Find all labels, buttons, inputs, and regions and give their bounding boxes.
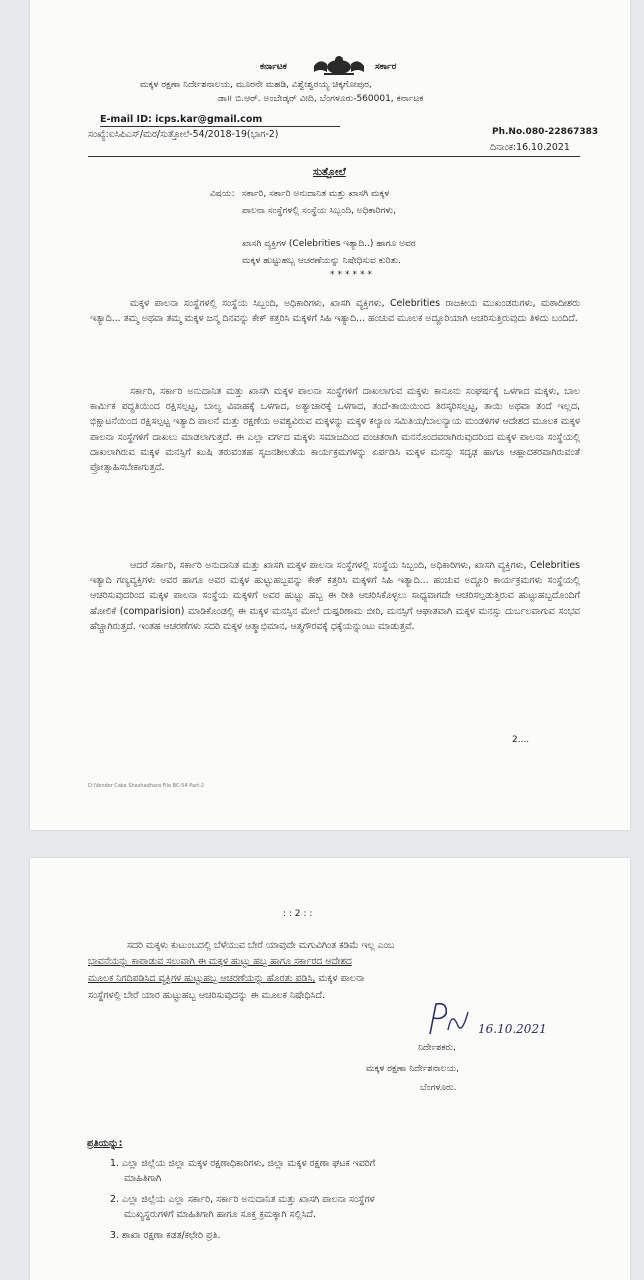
copy-item-text: ಎಲ್ಲಾ ಜಿಲ್ಲೆಯ ಜಿಲ್ಲಾ ಮಕ್ಕಳ ರಕ್ಷಣಾಧಿಕಾರಿಗಳು, ಜಿಲ್ಲಾ ಮಕ್ಕಳ ರಕ್ಷಣಾ ಘಟಕ ಇವರಿಗೆ xyxy=(121,1158,376,1169)
state-emblem-icon xyxy=(310,54,368,76)
subject-line-3: ಖಾಸಗಿ ವ್ಯಕ್ತಿಗಳ (Celebrities ಇತ್ಯಾದಿ..) ಹಾಗೂ ಅವರ xyxy=(242,239,416,249)
copy-item-1 xyxy=(110,1156,375,1186)
footer-file-path: D:\Vendor Cake Shashadhara File BC-54 Part-2 xyxy=(88,783,205,789)
document-page-2 xyxy=(30,858,630,1280)
copy-item-2 xyxy=(110,1192,375,1222)
paragraph-4-line-3-underlined: ಮೂಲಕ ನಿಗದಿಪಡಿಸಿದ ವ್ಯಕ್ತಿಗಳ ಹುಟ್ಟುಹಬ್ಬ ಆಚರಣೆಯನ್ನು ಹೊರತು ಪಡಿಸಿ, xyxy=(88,973,316,984)
document-page-1 xyxy=(30,0,630,830)
copy-item-number: 1. xyxy=(110,1158,119,1169)
copy-item-text: ಶಾಖಾ ರಕ್ಷಣಾ ಕಡತ/ಕಛೇರಿ ಪ್ರತಿ. xyxy=(121,1230,221,1241)
email-id: E-mail ID: icps.kar@gmail.com xyxy=(100,114,263,125)
paragraph-4-line-4: ಸಂಸ್ಥೆಗಳಲ್ಲಿ ಬೇರೆ ಯಾರ ಹುಟ್ಟುಹಬ್ಬ ಆಚರಿಸುವುದನ್ನು ಈ ಮೂಲಕ ನಿಷೇಧಿಸಿದೆ. xyxy=(88,990,325,1001)
phone-number: Ph.No.080-22867383 xyxy=(492,127,599,137)
reference-number: ಸಂಖ್ಯೆ:ಐಸಿಪಿಎಸ್/ಮರ/ಸುತ್ತೋಲೆ-54/2018-19(ಭಾಗ-2) xyxy=(88,129,279,140)
copy-item-number: 3. xyxy=(110,1230,119,1241)
signature-mark xyxy=(422,1000,482,1040)
circular-title: ಸುತ್ತೋಲೆ xyxy=(313,166,346,178)
continued-page-marker: 2.... xyxy=(512,735,530,745)
copy-item-text: ಎಲ್ಲಾ ಜಿಲ್ಲೆಯ ಎಲ್ಲಾ ಸರ್ಕಾರಿ, ಸರ್ಕಾರಿ ಅನುದಾನಿತ ಮತ್ತು ಖಾಸಗಿ ಪಾಲನಾ ಸಂಸ್ಥೆಗಳ xyxy=(121,1194,375,1205)
copy-item-number: 2. xyxy=(110,1194,119,1205)
copy-item-text-cont: ಮಾಹಿತಿಗಾಗಿ xyxy=(124,1173,162,1184)
subject-line-2: ಪಾಲನಾ ಸಂಸ್ಥೆಗಳಲ್ಲಿ ಸಂಸ್ಥೆಯ ಸಿಬ್ಬಂದಿ, ಅಧಿಕಾರಿಗಳು, xyxy=(242,206,396,216)
copies-heading: ಪ್ರತಿಯನ್ನು: xyxy=(87,1138,123,1149)
header-rule-top xyxy=(100,126,340,127)
copy-item-text-cont: ಮುಖ್ಯಸ್ಥರುಗಳಿಗೆ ಮಾಹಿತಿಗಾಗಿ ಹಾಗೂ ಸೂಕ್ತ ಕ್ರಮಕ್ಕಾಗಿ ಸಲ್ಲಿಸಿದೆ. xyxy=(124,1209,316,1220)
paragraph-4-line-3-tail: ಮಕ್ಕಳ ಪಾಲನಾ xyxy=(318,973,365,984)
signatory-city: ಬೆಂಗಳೂರು. xyxy=(420,1083,457,1093)
signature-date: 16.10.2021 xyxy=(478,1022,547,1036)
header-rule-bottom xyxy=(88,156,580,157)
paragraph-4-line-1: ಸದರಿ ಮಕ್ಕಳು ಕುಟುಂಬದಲ್ಲಿ ಬೆಳೆಯುವ ಬೇರೆ ಯಾವುದೇ ಮಗುವಿಗಿಂತ ಕಡಿಮೆ ಇಲ್ಲ ಎಂಬ xyxy=(127,940,395,951)
signatory-department: ಮಕ್ಕಳ ರಕ್ಷಣಾ ನಿರ್ದೇಶನಾಲಯ, xyxy=(366,1064,459,1074)
copy-item-3 xyxy=(110,1228,220,1243)
directorate-address-line2: ಡಾ॥ ಬಿ.ಆರ್. ಅಂಬೇಡ್ಕರ್ ವೀದಿ, ಬೆಂಗಳೂರು-560001, ಕರ್ನಾಟಕ xyxy=(218,94,424,104)
paragraph-1: ಮಕ್ಕಳ ಪಾಲನಾ ಸಂಸ್ಥೆಗಳಲ್ಲಿ ಸಂಸ್ಥೆಯ ಸಿಬ್ಬಂದಿ, ಅಧಿಕಾರಿಗಳು, ಖಾಸಗಿ ವ್ಯಕ್ತಿಗಳು, Celebrities ರಾಜಕೀಯ ಮುಖಂಡರುಗಳು, ಮಠಾದೀಶರು ಇತ್ಯಾದಿ... ತಮ್ಮ ಅಥವಾ ತಮ್ಮ ಮಕ್ಕಳ ಜನ್ಮ ದಿನವನ್ನು ಕೇಕ್ ಕತ್ತರಿಸಿ ಮಕ್ಕಳಿಗೆ ಸಿಹಿ ಇತ್ಯಾದಿ... ಹಂಚುವ ಮೂಲಕ ಅದ್ದೂರಿಯಾಗಿ ಆಚರಿಸುತ್ತಿರುವುದು ತಿಳಿದು ಬಂದಿದೆ. xyxy=(90,298,580,325)
directorate-address-line1: ಮಕ್ಕಳ ರಕ್ಷಣಾ ನಿರ್ದೇಶನಾಲಯ, ಮೂರನೇ ಮಹಡಿ, ವಿಶ್ವೇಶ್ವರಯ್ಯ ಚಿಕ್ಕಗೋಪುರ, xyxy=(140,80,372,90)
paragraph-4-line-2: ಭಾವನೆಯನ್ನು ಕಾಪಾಡುವ ಸಲುವಾಗಿ ಈ ಮಕ್ಕಳ ಹುಟ್ಟು ಹಬ್ಬ ಹಾಗೂ ಸರ್ಕಾರದ ಆದೇಶದ xyxy=(88,956,352,967)
paragraph-2: ಸರ್ಕಾರಿ, ಸರ್ಕಾರಿ ಅನುದಾನಿತ ಮತ್ತು ಖಾಸಗಿ ಮಕ್ಕಳ ಪಾಲನಾ ಸಂಸ್ಥೆಗಳಿಗೆ ದಾಖಲಾಗುವ ಮಕ್ಕಳು ಕಾನೂನು ಸಂಘರ್ಷಕ್ಕೆ ಒಳಗಾದ ಮಕ್ಕಳು, ಬಾಲ ಕಾರ್ಮಿಕ ಪದ್ದತಿಯಿಂದ ರಕ್ಷಿಸಲ್ಪಟ್ಟ, ಬಾಲ್ಯ ವಿವಾಹಕ್ಕೆ ಒಳಗಾದ, ಅತ್ಯಾಚಾರಕ್ಕೆ ಒಳಗಾದ, ತಂದೆ-ತಾಯಿಯಿಂದ ತಿರಸ್ಕರಿಸಲ್ಪಟ್ಟ, ತಾಯಿ ಅಥವಾ ತಂದೆ ಇಲ್ಲದ, ಭಿಕ್ಷಾಟನೆಯಿಂದ ರಕ್ಷಿಸಲ್ಪಟ್ಟ ಇತ್ಯಾದಿ ಪಾಲನೆ ಮತ್ತು ರಕ್ಷಣೆಯ ಅವಶ್ಯವಿರುವ ಮಕ್ಕಳನ್ನು ಮಕ್ಕಳ ಕಲ್ಯಾಣ ಸಮಿತಿಯ/ಬಾಲನ್ಯಾಯ ಮಂಡಳಿಗಳ ಆದೇಶದ ಮೂಲಕ ಮಕ್ಕಳ ಪಾಲನಾ ಸಂಸ್ಥೆಗಳಿಗೆ ದಾಖಲು ಮಾಡಲಾಗುತ್ತದೆ. ಈ ಎಲ್ಲಾ ವರ್ಗದ ಮಕ್ಕಳು ಸಮಾಜದಿಂದ ವಂಚಿತರಾಗಿ ಮನನೊಂದವರಾಗಿರುವುದರಿಂದ ಮಕ್ಕಳ ಪಾಲನಾ ಸಂಸ್ಥೆಯಲ್ಲಿ ದಾಖಲಾಗಿರುವ ಮಕ್ಕಳ ಮನಸ್ಸಿಗೆ ಖುಷಿ ತರುವಂತಹ ಸೃಜನಶೀಲತೆಯ ಕಾರ್ಯಕ್ರಮಗಳನ್ನು ಏರ್ಪಡಿಸಿ ಮಕ್ಕಳ ಮನಸ್ಸು ಸದೃಢ ಹಾಗೂ ಆಹ್ಲಾದಕರವಾಗಿರುವಂತೆ ಪ್ರೋತ್ಸಾಹಿಸಬೇಕಾಗುತ್ತದೆ. xyxy=(90,386,580,474)
circular-date: ದಿನಾಂಕ:16.10.2021 xyxy=(490,142,570,153)
paragraph-4-line-3 xyxy=(88,973,364,984)
header-state-right: ಸರ್ಕಾರ xyxy=(375,62,397,72)
header-state-left: ಕರ್ನಾಟಕ xyxy=(260,62,287,72)
signatory-title: ನಿರ್ದೇಶಕರು, xyxy=(418,1043,456,1053)
page-2-marker: : : 2 : : xyxy=(283,909,313,919)
subject-line-1: ಸರ್ಕಾರಿ, ಸರ್ಕಾರಿ ಅನುದಾನಿತ ಮತ್ತು ಖಾಸಗಿ ಮಕ್ಕಳ xyxy=(242,189,390,199)
paragraph-3: ಆದರೆ ಸರ್ಕಾರಿ, ಸರ್ಕಾರಿ ಅನುದಾನಿತ ಮತ್ತು ಖಾಸಗಿ ಮಕ್ಕಳ ಪಾಲನಾ ಸಂಸ್ಥೆಗಳಲ್ಲಿ ಸಂಸ್ಥೆಯ ಸಿಬ್ಬಂದಿ, ಅಧಿಕಾರಿಗಳು, ಖಾಸಗಿ ವ್ಯಕ್ತಿಗಳು, Celebrities ಇತ್ಯಾದಿ ಗಣ್ಯವ್ಯಕ್ತಿಗಳು ಅವರ ಹಾಗೂ ಅವರ ಮಕ್ಕಳ ಹುಟ್ಟುಹಬ್ಬವನ್ನು ಕೇಕ್ ಕತ್ತರಿಸಿ ಮಕ್ಕಳಿಗೆ ಸಿಹಿ ಇತ್ಯಾದಿ... ಹಂಚುವ ಅದ್ದೂರಿ ಕಾರ್ಯಕ್ರಮಗಳು ಸಂಸ್ಥೆಯಲ್ಲಿ ಆಚರಿಸುವುದರಿಂದ ಮಕ್ಕಳ ಪಾಲನಾ ಸಂಸ್ಥೆಯ ಮಕ್ಕಳಿಗೆ ಅವರ ಹುಟ್ಟು ಹಬ್ಬ ಈ ರೀತಿ ಆಚರಿಸಿಕೊಳ್ಳಲು ಸಾಧ್ಯವಾಗದೇ ಆಚರಿಸಲ್ಪಡುತ್ತಿರುವ ಹುಟ್ಟುಹಬ್ಬದೊಂದಿಗೆ ಹೋಲಿಕೆ (comparision) ಮಾಡಿಕೊಂಡಲ್ಲಿ ಈ ಮಕ್ಕಳ ಮನಸ್ಸಿನ ಮೇಲೆ ದುಷ್ಪರಿಣಾಮ ಬೀರಿ, ಮನಸ್ಸಿಗೆ ಆಘಾತವಾಗಿ ಮಕ್ಕಳ ಮನಸ್ಸು ದುರ್ಬಲವಾಗುವ ಸಂಭವ ಹೆಚ್ಚಾಗಿರುತ್ತದೆ. ಇಂತಹ ಆಚರಣೆಗಳು ಸದರಿ ಮಕ್ಕಳ ಆತ್ಮಾಭಿಮಾನ, ಆತ್ಮಗೌರವಕ್ಕೆ ಧಕ್ಕೆಯನ್ನುಂಟು ಮಾಡುತ್ತವೆ. xyxy=(90,560,580,632)
separator-stars: ****** xyxy=(330,270,375,280)
subject-line-4: ಮಕ್ಕಳ ಹುಟ್ಟುಹಬ್ಬ ಆಚರಣೆಯನ್ನು ನಿಷೇಧಿಸುವ ಕುರಿತು. xyxy=(242,256,401,266)
subject-label: ವಿಷಯ: xyxy=(210,189,235,199)
